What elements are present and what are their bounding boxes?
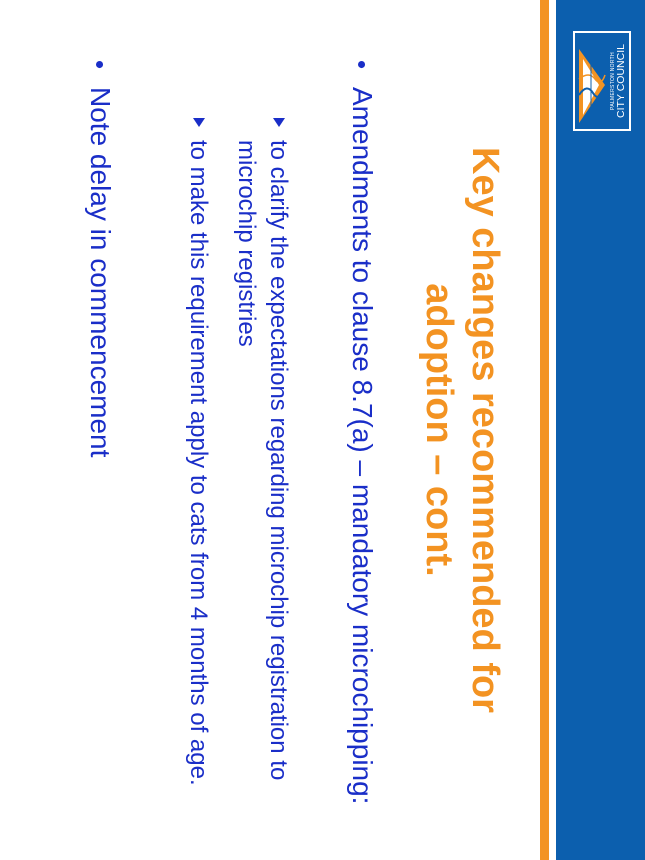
bullet-dot-icon: • — [85, 60, 115, 70]
bullet-item-amendments — [344, 60, 380, 820]
bullet-text: Note delay in commencement — [85, 87, 116, 458]
logo-wordmark — [607, 33, 631, 129]
sub-bullet-item-cats-age — [182, 118, 214, 818]
palmerston-north-emblem-icon — [577, 35, 607, 127]
sub-bullet-item-clarify — [230, 118, 294, 818]
triangle-bullet-icon — [273, 118, 285, 127]
slide-title: Key changes recommended for adoption – cont. — [418, 147, 506, 713]
triangle-bullet-icon — [193, 118, 205, 127]
logo-line-city-council: CITY COUNCIL — [615, 44, 628, 118]
council-logo — [573, 31, 631, 131]
bullet-dot-icon: • — [347, 60, 377, 70]
bullet-item-commencement — [82, 60, 118, 820]
sub-bullet-text: to make this requirement apply to cats from 4 months of age. — [185, 140, 212, 786]
bullet-text: Amendments to clause 8.7(a) – mandatory microchipping: — [347, 87, 378, 805]
stripe-gap — [549, 0, 556, 860]
logo-line-palmerston-north: PALMERSTON NORTH — [609, 52, 616, 110]
sub-bullet-text: to clarify the expectations regarding microchip registration to microchip registries — [233, 140, 292, 781]
orange-accent-stripe — [540, 0, 549, 860]
